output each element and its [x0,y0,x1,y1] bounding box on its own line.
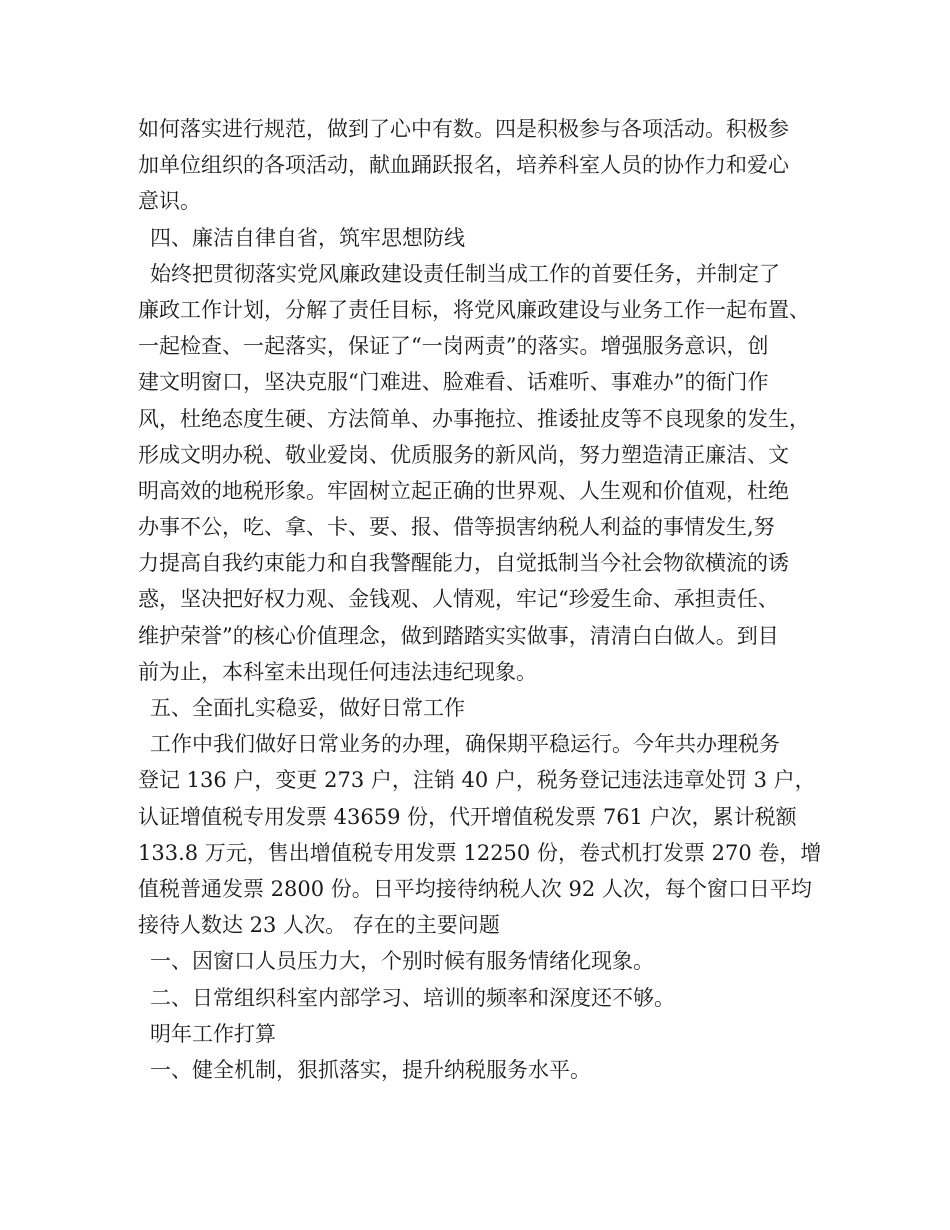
text-line: 始终把贯彻落实党风廉政建设责任制当成工作的首要任务，并制定了 [150,261,780,286]
text-line: 建文明窗口，坚决克服“门难进、脸难看、话难听、事难办”的衙门作 [138,370,769,395]
text-line: 认证增值税专用发票 43659 份，代开增值税发票 761 户次，累计税额 [138,804,797,829]
text-line: 五、全面扎实稳妥，做好日常工作 [150,696,465,720]
text-line: 明高效的地税形象。牢固树立起正确的世界观、人生观和价值观，杜绝 [138,478,789,503]
text-line: 一、因窗口人员压力大，个别时候有服务情绪化现象。 [150,949,654,974]
text-line: 维护荣誉”的核心价值理念，做到踏踏实实做事，清清白白做人。到目 [138,623,779,648]
text-line: 意识。 [138,189,201,214]
text-line: 一起检查、一起落实，保证了“一岗两责”的落实。增强服务意识，创 [138,334,769,359]
text-line: 风，杜绝态度生硬、方法简单、办事拖拉、推诿扯皮等不良现象的发生， [138,406,810,431]
text-line: 明年工作打算 [150,1021,276,1046]
text-line: 值税普通发票 2800 份。日平均接待纳税人次 92 人次，每个窗口日平均 [138,876,812,901]
text-line: 登记 136 户，变更 273 户，注销 40 户，税务登记违法违章处罚 3 户， [138,768,816,793]
text-line: 惑，坚决把好权力观、金钱观、人情观，牢记“珍爱生命、承担责任、 [138,587,779,612]
text-line: 接待人数达 23 人次。 存在的主要问题 [138,913,500,938]
text-line: 形成文明办税、敬业爱岗、优质服务的新风尚，努力塑造清正廉洁、文 [138,442,789,467]
text-line: 力提高自我约束能力和自我警醒能力，自觉抵制当今社会物欲横流的诱 [138,551,789,576]
text-line: 加单位组织的各项活动，献血踊跃报名，培养科室人员的协作力和爱心 [138,153,789,178]
document-body [138,111,828,1088]
text-line: 二、日常组织科室内部学习、培训的频率和深度还不够。 [150,985,675,1010]
text-line: 133.8 万元，售出增值税专用发票 12250 份，卷式机打发票 270 卷，增 [138,840,822,865]
text-line: 四、廉洁自律自省，筑牢思想防线 [150,225,465,250]
text-line: 廉政工作计划，分解了责任目标，将党风廉政建设与业务工作一起布置、 [138,297,810,322]
text-line: 前为止，本科室未出现任何违法违纪现象。 [138,659,537,684]
text-line: 办事不公，吃、拿、卡、要、报、借等损害纳税人利益的事情发生,努 [138,515,775,540]
text-line: 一、健全机制，狠抓落实，提升纳税服务水平。 [150,1057,591,1082]
text-line: 如何落实进行规范，做到了心中有数。四是积极参与各项活动。积极参 [138,117,789,141]
text-line: 工作中我们做好日常业务的办理，确保期平稳运行。今年共办理税务 [150,732,780,757]
